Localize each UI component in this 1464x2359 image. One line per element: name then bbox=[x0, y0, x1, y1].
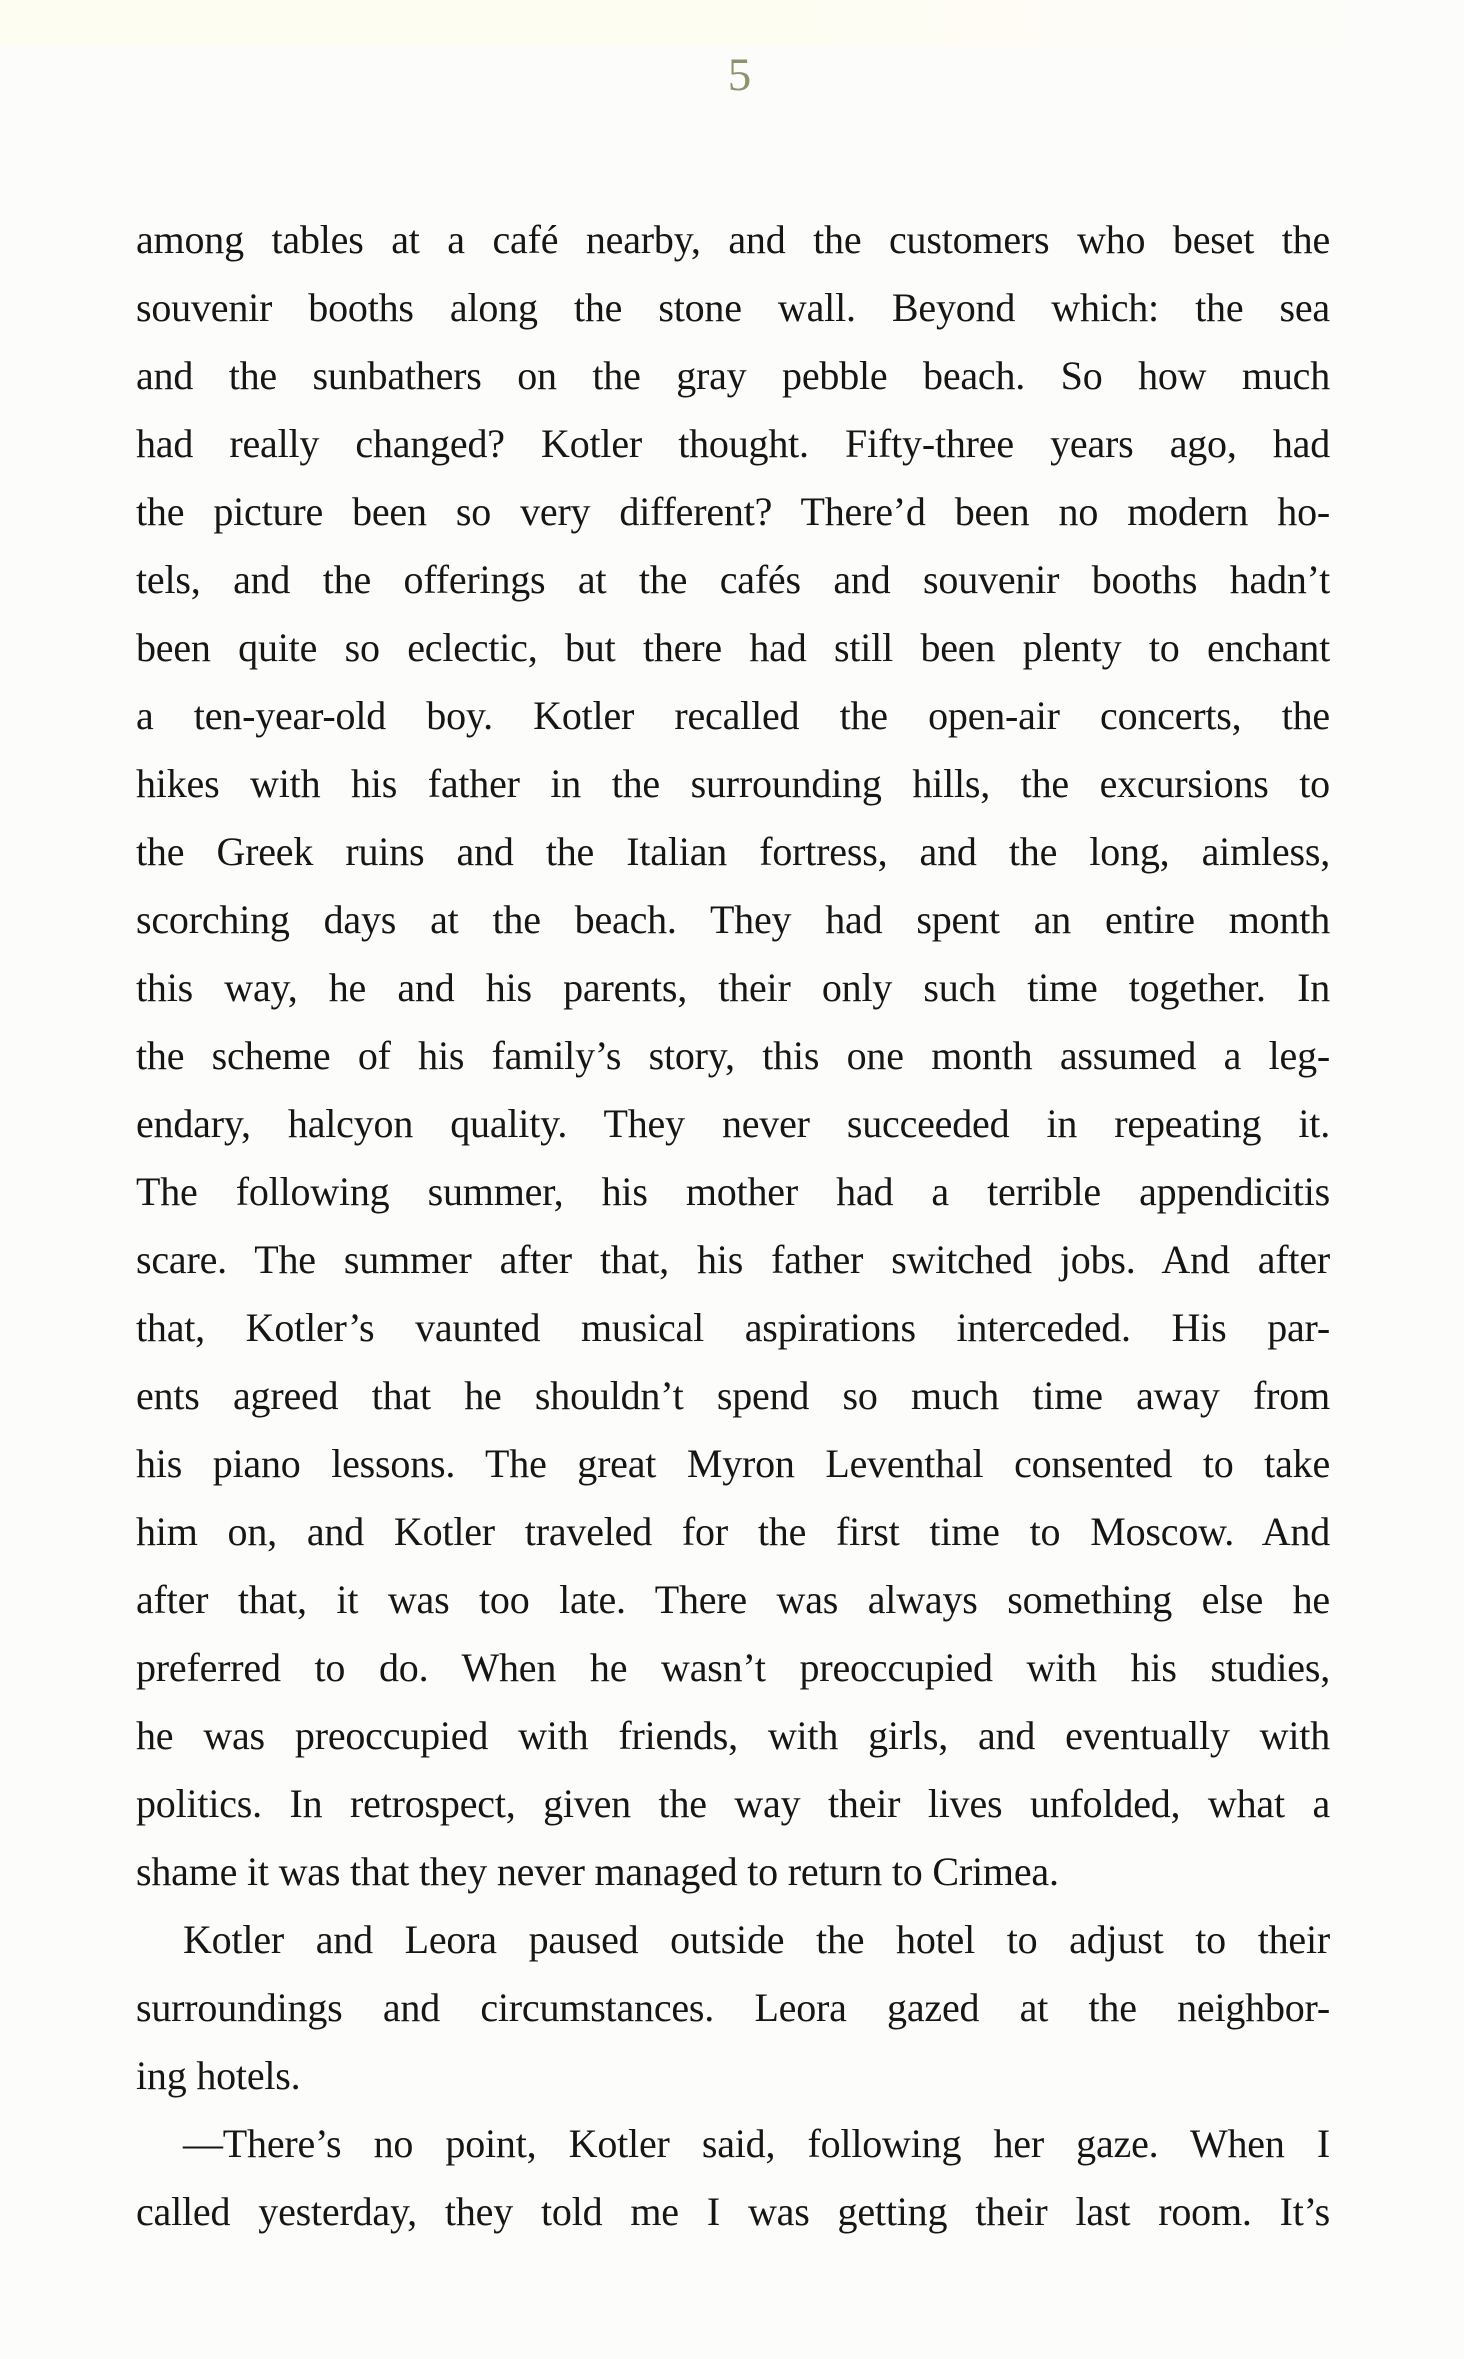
scan-tint bbox=[0, 0, 1464, 46]
text-line: been quite so eclectic, but there had still been plenty to enchant bbox=[136, 625, 1330, 670]
text-line: endary, halcyon quality. They never succeeded in repeating it. bbox=[136, 1101, 1330, 1146]
text-line: shame it was that they never managed to return to Crimea. bbox=[136, 1849, 1059, 1894]
text-line: him on, and Kotler traveled for the first time to Moscow. And bbox=[136, 1509, 1330, 1554]
text-line: among tables at a café nearby, and the customers who beset the bbox=[136, 217, 1330, 262]
page-number: 5 bbox=[727, 49, 753, 101]
text-line: The following summer, his mother had a terrible appendicitis bbox=[136, 1169, 1330, 1214]
text-line: surroundings and circumstances. Leora gazed at the neighbor- bbox=[136, 1985, 1330, 2030]
text-line: Kotler and Leora paused outside the hotel to adjust to their bbox=[183, 1917, 1330, 1962]
text-line: —There’s no point, Kotler said, following her gaze. When I bbox=[183, 2121, 1330, 2166]
text-line: called yesterday, they told me I was getting their last room. It’s bbox=[136, 2189, 1330, 2234]
text-line: his piano lessons. The great Myron Leventhal consented to take bbox=[136, 1441, 1330, 1486]
text-line: that, Kotler’s vaunted musical aspirations interceded. His par- bbox=[136, 1305, 1330, 1350]
text-line: scare. The summer after that, his father switched jobs. And after bbox=[136, 1237, 1330, 1282]
text-line: preferred to do. When he wasn’t preoccupied with his studies, bbox=[136, 1645, 1330, 1690]
text-line: the scheme of his family’s story, this one month assumed a leg- bbox=[136, 1033, 1330, 1078]
text-line: hikes with his father in the surrounding hills, the excursions to bbox=[136, 761, 1330, 806]
text-line: he was preoccupied with friends, with girls, and eventually with bbox=[136, 1713, 1330, 1758]
text-line: and the sunbathers on the gray pebble beach. So how much bbox=[136, 353, 1330, 398]
text-line: after that, it was too late. There was always something else he bbox=[136, 1577, 1330, 1622]
text-line: scorching days at the beach. They had spent an entire month bbox=[136, 897, 1330, 942]
text-line: tels, and the offerings at the cafés and souvenir booths hadn’t bbox=[136, 557, 1330, 602]
text-line: a ten-year-old boy. Kotler recalled the open-air concerts, the bbox=[136, 693, 1330, 738]
text-line: the picture been so very different? There’d been no modern ho- bbox=[136, 489, 1330, 534]
text-line: ing hotels. bbox=[136, 2053, 301, 2098]
text-line: souvenir booths along the stone wall. Beyond which: the sea bbox=[136, 285, 1330, 330]
body-text bbox=[136, 206, 1330, 2246]
text-line: politics. In retrospect, given the way their lives unfolded, what a bbox=[136, 1781, 1330, 1826]
text-line: this way, he and his parents, their only such time together. In bbox=[136, 965, 1330, 1010]
text-line: ents agreed that he shouldn’t spend so much time away from bbox=[136, 1373, 1330, 1418]
text-line: had really changed? Kotler thought. Fifty-three years ago, had bbox=[136, 421, 1330, 466]
text-line: the Greek ruins and the Italian fortress, and the long, aimless, bbox=[136, 829, 1330, 874]
